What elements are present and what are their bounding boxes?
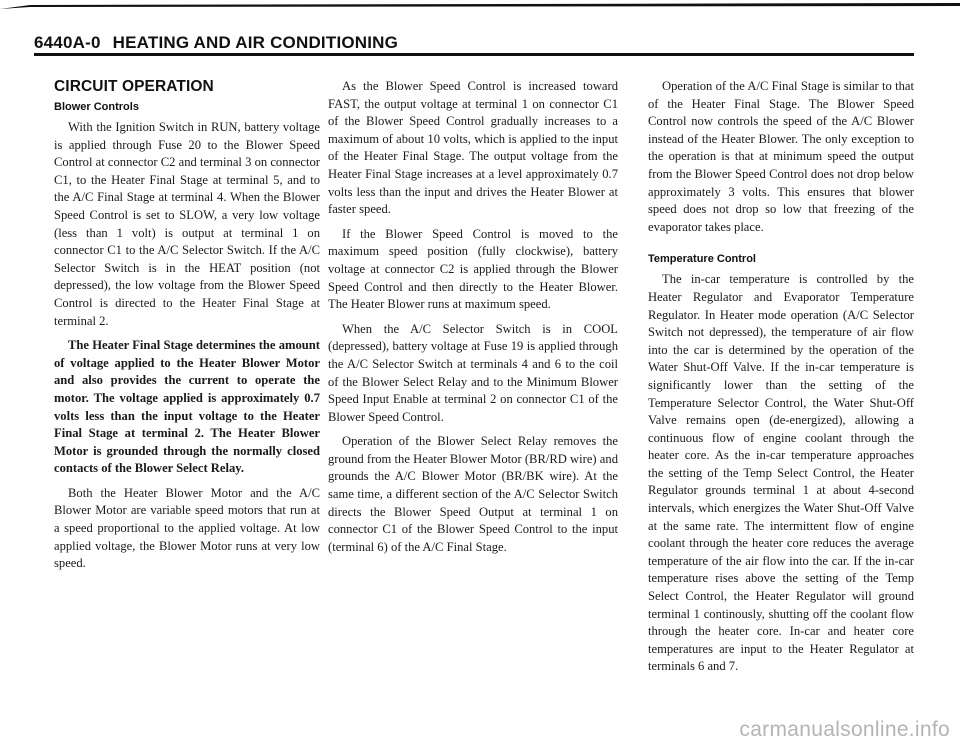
- temperature-control-subheading: Temperature Control: [648, 253, 756, 266]
- top-border-rule: [0, 3, 960, 9]
- paragraph-blower-motors: Both the Heater Blower Motor and the A/C Blower Motor are variable speed motors that run at a speed proportional to the applied voltage. At low applied voltage, the Blower Motor runs at very low speed.: [54, 485, 320, 571]
- column-3: [648, 78, 914, 683]
- paragraph-speed-increase: As the Blower Speed Control is increased toward FAST, the output voltage at terminal 1 on connector C1 of the Blower Speed Control gradually increases to a maximum of about 10 volts, which is applied to the input of the Heater Final Stage. The output voltage from the Heater Final Stage increases at a level approximately 0.7 volts less than the input and drives the Heater Blower at faster speed.: [328, 79, 618, 217]
- header-divider: [34, 53, 914, 56]
- watermark: carmanualsonline.info: [739, 718, 950, 741]
- column-2: [328, 78, 618, 563]
- paragraph-ignition-switch: With the Ignition Switch in RUN, battery voltage is applied through Fuse 20 to the Blower Speed Control at connector C2 and terminal 3 on connector C1, to the Heater Final Stage at terminal 5, and to the A/C Final Stage at terminal 4. When the Blower Speed Control is set to SLOW, a very low voltage (less than 1 volt) is output at terminal 1 on connector C1 to the A/C Selector Switch. If the A/C Selector Switch is in the HEAT position (not depressed), the low voltage from the Blower Speed Control is directed to the Heater Final Stage at terminal 2.: [54, 120, 320, 328]
- paragraph-max-speed: If the Blower Speed Control is moved to the maximum speed position (fully clockwise), battery voltage at connector C2 is applied through the Blower Speed Control and then directly to the Heater Blower. The Heater Blower runs at maximum speed.: [328, 226, 618, 312]
- page-header: [34, 33, 398, 53]
- paragraph-cool-mode: When the A/C Selector Switch is in COOL (depressed), battery voltage at Fuse 19 is applied through the A/C Selector Switch at terminals 4 and 6 to the coil of the Blower Select Relay and to the Minimum Blower Speed Input Enable at terminal 2 on connector C1 of the Blower Speed Control.: [328, 321, 618, 424]
- circuit-operation-heading: CIRCUIT OPERATION: [54, 78, 214, 95]
- paragraph-heater-final-stage: The Heater Final Stage determines the amount of voltage applied to the Heater Blower Motor and also provides the current to operate the motor. The voltage applied is approximately 0.7 volts less than the input voltage to the Heater Final Stage at terminal 2. The Heater Blower Motor is grounded through the normally closed contacts of the Blower Select Relay.: [54, 338, 320, 476]
- paragraph-ac-final-stage: Operation of the A/C Final Stage is similar to that of the Heater Final Stage. The Blower Speed Control now controls the speed of the A/C Blower instead of the Heater Blower. The only exception to the operation is that at minimum speed the output from the Blower Speed Control does not drop below approximately 3 volts. This ensures that blower speed does not drop so low that freezing of the evaporator takes place.: [648, 79, 914, 234]
- section-code: 6440A-0: [34, 33, 101, 52]
- paragraph-blower-select-relay: Operation of the Blower Select Relay removes the ground from the Heater Blower Motor (BR/RD wire) and grounds the A/C Blower Motor (BR/BK wire). At the same time, a different section of the A/C Selector Switch directs the Blower Speed Output at terminal 1 on connector C1 of the Blower Speed Control to the input (terminal 6) of the A/C Final Stage.: [328, 434, 618, 554]
- column-1: [54, 78, 320, 580]
- section-title: HEATING AND AIR CONDITIONING: [112, 33, 399, 52]
- paragraph-temperature-control: The in-car temperature is controlled by the Heater Regulator and Evaporator Temperature Regulator. In Heater mode operation (A/C Selector Switch not depressed), the temperature of air flow into the car is determined by the operation of the Water Shut-Off Valve. If the in-car temperature is significantly lower than the setting of the Temperature Selector Control, the Water Shut-Off Valve remains open (de-energized), allowing a continuous flow of engine coolant through the heater core. As the in-car temperature approaches the setting of the Temp Select Control, the Heater Regulator grounds terminal 1 at about 4-second intervals, which energizes the Water Shut-Off Valve at the same rate. The intermittent flow of engine coolant through the heater core reduces the average temperature of the air flow into the car. If the in-car temperature rises above the setting of the Temp Select Control, the Heater Regulator will ground terminal 1 continously, shutting off the coolant flow through the heater core. In-car and heater core temperatures are input to the Heater Regulator at terminals 6 and 7.: [648, 272, 914, 674]
- blower-controls-subheading: Blower Controls: [54, 101, 139, 113]
